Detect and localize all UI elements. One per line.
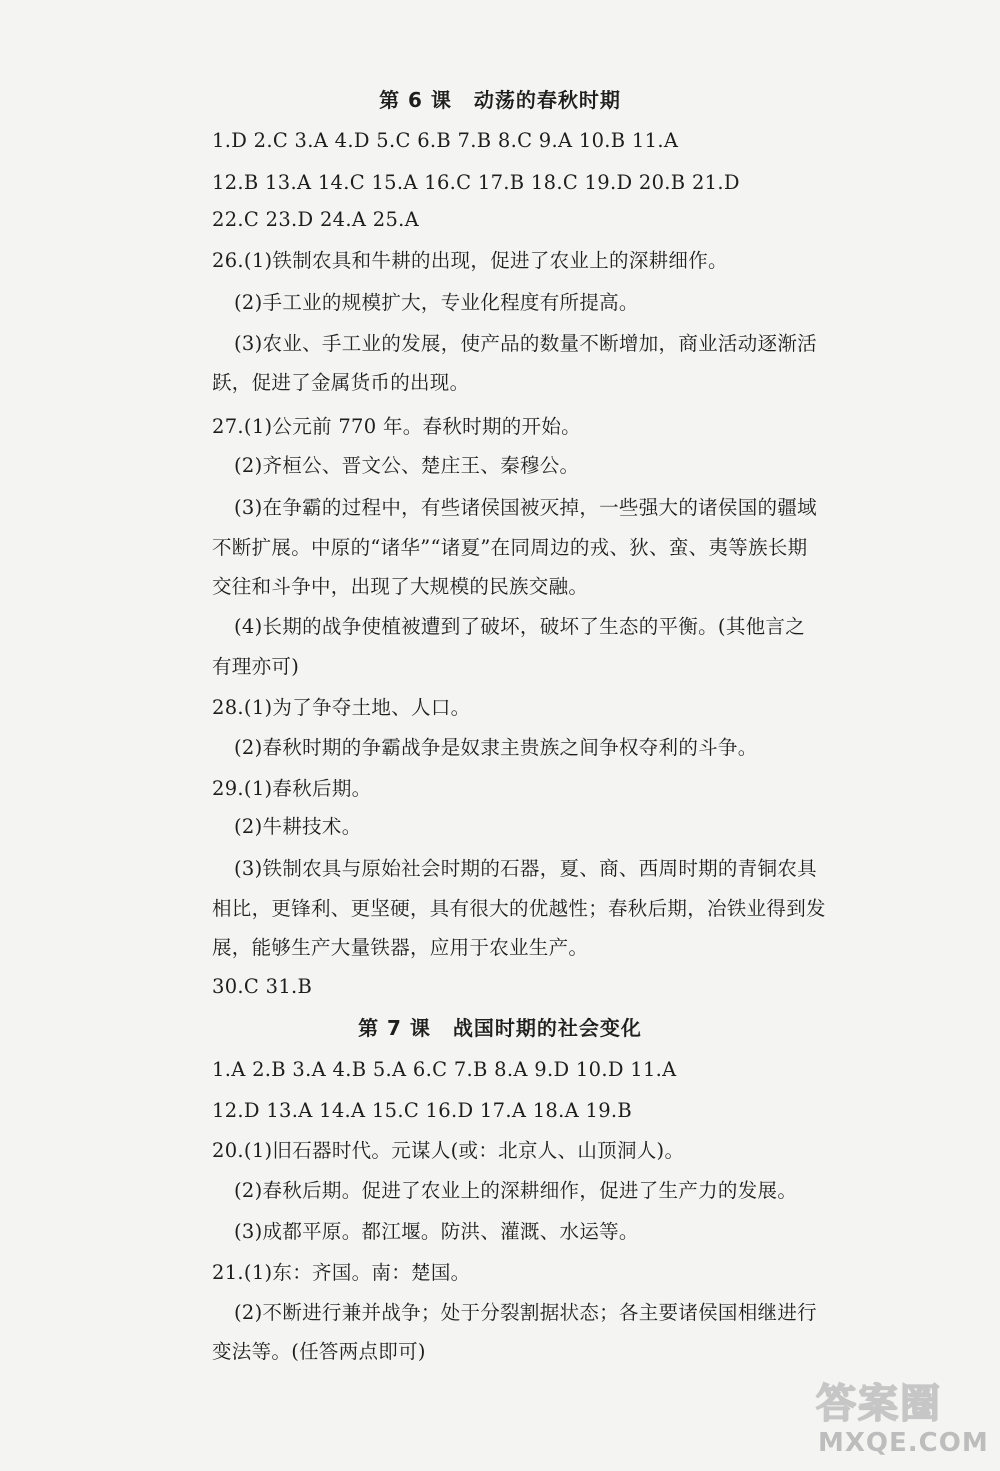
l6-answer-row: 12.B 13.A 14.C 15.A 16.C 17.B 18.C 19.D 20.B 21.D (212, 171, 740, 194)
l7-answer-21-2-cont: 变法等。(任答两点即可) (212, 1340, 426, 1363)
l6-answer-27-3: (3)在争霸的过程中，有些诸侯国被灭掉，一些强大的诸侯国的疆域 (234, 496, 817, 519)
lesson-6-number: 第 6 课 (379, 88, 452, 112)
l7-answer-20-2: (2)春秋后期。促进了农业上的深耕细作，促进了生产力的发展。 (234, 1179, 798, 1202)
l6-answer-26: 26.(1)铁制农具和牛耕的出现，促进了农业上的深耕细作。 (212, 249, 728, 272)
l6-answer-27-4-cont: 有理亦可) (212, 655, 300, 678)
l6-answer-29-3-cont: 相比，更锋利、更坚硬，具有很大的优越性；春秋后期，冶铁业得到发 (212, 897, 826, 920)
lesson-7-title (0, 1014, 1000, 1042)
lesson-7-number: 第 7 课 (358, 1016, 431, 1040)
l6-answer-29-3-cont: 展，能够生产大量铁器，应用于农业生产。 (212, 936, 589, 959)
l6-answer-28: 28.(1)为了争夺土地、人口。 (212, 696, 471, 719)
l6-answer-27-2: (2)齐桓公、晋文公、楚庄王、秦穆公。 (234, 454, 580, 477)
l6-answer-28-2: (2)春秋时期的争霸战争是奴隶主贵族之间争权夺利的斗争。 (234, 736, 758, 759)
l6-answer-29: 29.(1)春秋后期。 (212, 777, 372, 800)
l7-answer-21: 21.(1)东：齐国。南：楚国。 (212, 1261, 471, 1284)
lesson-6-title (0, 86, 1000, 114)
l7-answer-20: 20.(1)旧石器时代。元谋人(或：北京人、山顶洞人)。 (212, 1139, 685, 1162)
l6-answer-row: 30.C 31.B (212, 975, 313, 998)
l6-answer-27: 27.(1)公元前 770 年。春秋时期的开始。 (212, 415, 581, 438)
l6-answer-27-3-cont: 交往和斗争中，出现了大规模的民族交融。 (212, 575, 589, 598)
l6-answer-27-4: (4)长期的战争使植被遭到了破坏，破坏了生态的平衡。(其他言之 (234, 615, 806, 638)
lesson-6-name: 动荡的春秋时期 (473, 88, 621, 112)
l6-answer-row: 1.D 2.C 3.A 4.D 5.C 6.B 7.B 8.C 9.A 10.B 11.A (212, 129, 679, 152)
watermark-url: MXQE.COM (818, 1428, 989, 1458)
l7-answer-row: 1.A 2.B 3.A 4.B 5.A 6.C 7.B 8.A 9.D 10.D 11.A (212, 1058, 677, 1081)
watermark-logo: 答案圈 (816, 1381, 942, 1427)
l6-answer-29-2: (2)牛耕技术。 (234, 815, 362, 838)
l6-answer-27-3-cont: 不断扩展。中原的“诸华”“诸夏”在同周边的戎、狄、蛮、夷等族长期 (212, 536, 808, 559)
l7-answer-row: 12.D 13.A 14.A 15.C 16.D 17.A 18.A 19.B (212, 1099, 633, 1122)
watermark (808, 1372, 988, 1468)
l6-answer-26-2: (2)手工业的规模扩大，专业化程度有所提高。 (234, 291, 639, 314)
l6-answer-row: 22.C 23.D 24.A 25.A (212, 208, 420, 231)
l6-answer-26-3-cont: 跃，促进了金属货币的出现。 (212, 371, 470, 394)
lesson-7-name: 战国时期的社会变化 (452, 1016, 642, 1040)
l7-answer-21-2: (2)不断进行兼并战争；处于分裂割据状态；各主要诸侯国相继进行 (234, 1301, 817, 1324)
l7-answer-20-3: (3)成都平原。都江堰。防洪、灌溉、水运等。 (234, 1220, 639, 1243)
l6-answer-29-3: (3)铁制农具与原始社会时期的石器，夏、商、西周时期的青铜农具 (234, 857, 817, 880)
l6-answer-26-3: (3)农业、手工业的发展，使产品的数量不断增加，商业活动逐渐活 (234, 332, 817, 355)
